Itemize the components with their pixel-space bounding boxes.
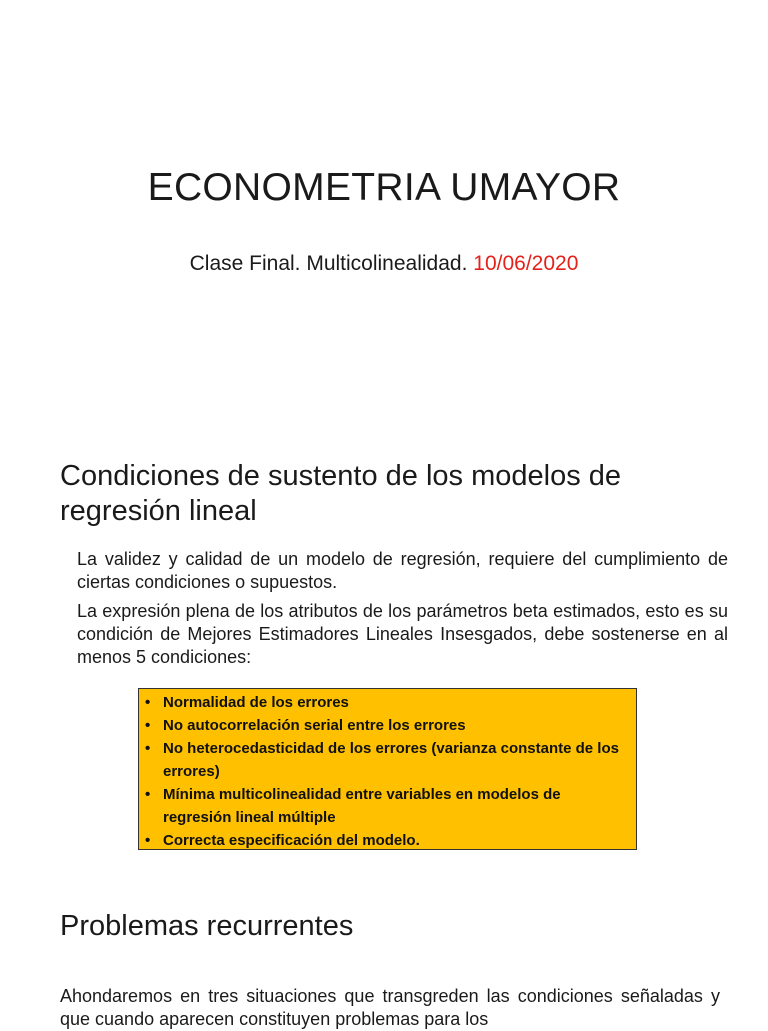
bullet-icon: • [145,740,151,757]
list-item [145,691,628,714]
problems-heading: Problemas recurrentes [60,910,354,942]
slide-title [0,0,768,420]
bullet-icon: • [145,694,151,711]
condition-text: Correcta especificación del modelo. [163,832,420,849]
bullet-icon: • [145,832,151,849]
presentation-title: ECONOMETRIA UMAYOR [147,166,621,209]
conditions-heading: Condiciones de sustento de los modelos de regresión lineal [60,460,622,527]
subtitle-text: Clase Final. Multicolinealidad. [189,252,474,275]
conditions-paragraph-2: La expresión plena de los atributos de los parámetros beta estimados, esto es su condición de Mejores Estimadores Lineales Insesgados, debe sostenerse en al menos 5 condiciones: [77,601,728,667]
bullet-icon: • [145,717,151,734]
problems-paragraph: Ahondaremos en tres situaciones que transgreden las condiciones señaladas y que cuando aparecen constituyen problemas para los [60,986,720,1029]
conditions-list [145,691,628,852]
list-item [145,737,628,783]
condition-text: No autocorrelación serial entre los errores [163,717,466,734]
slide-problems [0,905,768,1029]
conditions-box [138,688,637,850]
subtitle-date: 10/06/2020 [473,252,579,275]
conditions-paragraph-1: La validez y calidad de un modelo de regresión, requiere del cumplimiento de ciertas condiciones o supuestos. [77,549,728,592]
bullet-icon: • [145,786,151,803]
list-item [145,783,628,829]
list-item [145,829,628,852]
condition-text: No heterocedasticidad de los errores (varianza constante de los errores) [163,740,619,780]
presentation-subtitle [0,252,768,276]
list-item [145,714,628,737]
condition-text: Normalidad de los errores [163,694,349,711]
slide-conditions [0,455,768,875]
condition-text: Mínima multicolinealidad entre variables en modelos de regresión lineal múltiple [163,786,561,826]
